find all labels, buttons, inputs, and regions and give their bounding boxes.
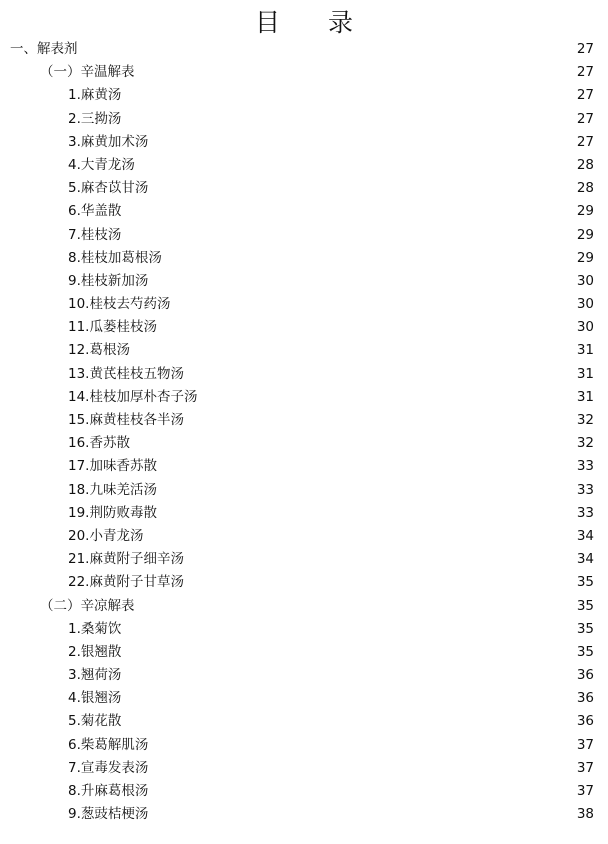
- toc-entry-label: 21.麻黄附子细辛汤: [68, 551, 184, 568]
- toc-entry-label: 6.柴葛解肌汤: [68, 736, 149, 753]
- toc-entry-label: 9.葱豉桔梗汤: [68, 806, 149, 823]
- toc-entry-page-number: 34: [576, 551, 594, 568]
- toc-entry-page-number: 32: [576, 435, 594, 452]
- toc-entry-label: 5.麻杏苡甘汤: [68, 180, 149, 197]
- toc-entry-page-number: 36: [576, 713, 594, 730]
- toc-entry-label: 1.桑菊饮: [68, 620, 122, 637]
- toc-chapter[interactable]: [0, 38, 608, 61]
- page-title-left: 目: [254, 8, 280, 37]
- toc-section[interactable]: [0, 61, 608, 84]
- toc-entry-page-number: 30: [576, 272, 594, 289]
- toc-entry-label: 3.翘荷汤: [68, 667, 122, 684]
- toc-entry-page-number: 27: [576, 133, 594, 150]
- toc-entry-page-number: 33: [576, 481, 594, 498]
- toc-entry-label: 13.黄芪桂枝五物汤: [68, 365, 184, 382]
- toc-entry-page-number: 29: [576, 249, 594, 266]
- toc-section[interactable]: [0, 595, 608, 618]
- toc-entry-page-number: 30: [576, 319, 594, 336]
- table-of-contents: [0, 38, 608, 826]
- toc-entry-page-number: 36: [576, 667, 594, 684]
- toc-entry-page-number: 38: [576, 806, 594, 823]
- toc-entry[interactable]: [0, 803, 608, 826]
- toc-entry[interactable]: [0, 293, 608, 316]
- toc-entry[interactable]: [0, 339, 608, 362]
- toc-entry[interactable]: [0, 525, 608, 548]
- toc-entry-label: 3.麻黄加术汤: [68, 133, 149, 150]
- toc-entry[interactable]: [0, 108, 608, 131]
- toc-entry[interactable]: [0, 687, 608, 710]
- toc-entry-page-number: 30: [576, 296, 594, 313]
- toc-entry[interactable]: [0, 780, 608, 803]
- toc-entry-page-number: 27: [576, 41, 594, 57]
- toc-entry[interactable]: [0, 502, 608, 525]
- toc-entry-label: 4.大青龙汤: [68, 156, 135, 173]
- toc-entry-page-number: 37: [576, 759, 594, 776]
- toc-entry[interactable]: [0, 200, 608, 223]
- toc-entry[interactable]: [0, 224, 608, 247]
- toc-entry-page-number: 35: [576, 574, 594, 591]
- toc-entry[interactable]: [0, 247, 608, 270]
- toc-entry-page-number: 33: [576, 458, 594, 475]
- toc-entry[interactable]: [0, 409, 608, 432]
- toc-entry-page-number: 29: [576, 203, 594, 220]
- toc-entry[interactable]: [0, 316, 608, 339]
- toc-entry-label: 1.麻黄汤: [68, 87, 122, 104]
- toc-entry-label: 22.麻黄附子甘草汤: [68, 574, 184, 591]
- toc-entry[interactable]: [0, 734, 608, 757]
- toc-entry-label: 一、解表剂: [10, 41, 78, 57]
- toc-entry-label: 6.华盖散: [68, 203, 122, 220]
- toc-entry-page-number: 37: [576, 736, 594, 753]
- toc-entry-page-number: 35: [576, 620, 594, 637]
- toc-entry-page-number: 37: [576, 783, 594, 799]
- toc-entry[interactable]: [0, 84, 608, 107]
- toc-entry[interactable]: [0, 131, 608, 154]
- page-title-right: 录: [328, 8, 354, 37]
- toc-entry-label: 7.宣毒发表汤: [68, 759, 149, 776]
- toc-entry-label: （一）辛温解表: [40, 64, 135, 81]
- toc-entry-page-number: 33: [576, 504, 594, 521]
- toc-entry-page-number: 28: [576, 180, 594, 197]
- toc-entry-label: 4.银翘汤: [68, 690, 122, 707]
- toc-entry-label: （二）辛凉解表: [40, 597, 135, 614]
- toc-entry-label: 14.桂枝加厚朴杏子汤: [68, 388, 198, 405]
- toc-entry-label: 18.九味羌活汤: [68, 481, 157, 498]
- toc-entry[interactable]: [0, 664, 608, 687]
- toc-entry-label: 9.桂枝新加汤: [68, 272, 149, 289]
- toc-entry-page-number: 35: [576, 643, 594, 660]
- toc-entry[interactable]: [0, 618, 608, 641]
- toc-entry-label: 12.葛根汤: [68, 342, 130, 359]
- toc-entry-label: 8.桂枝加葛根汤: [68, 249, 162, 266]
- toc-entry[interactable]: [0, 710, 608, 733]
- toc-entry[interactable]: [0, 757, 608, 780]
- toc-entry-page-number: 29: [576, 226, 594, 243]
- toc-entry[interactable]: [0, 455, 608, 478]
- toc-entry-page-number: 31: [576, 342, 594, 359]
- toc-entry-page-number: 27: [576, 110, 594, 127]
- toc-entry-label: 17.加味香苏散: [68, 458, 157, 475]
- toc-entry-page-number: 27: [576, 64, 594, 81]
- toc-entry-page-number: 28: [576, 156, 594, 173]
- toc-entry[interactable]: [0, 641, 608, 664]
- toc-entry[interactable]: [0, 154, 608, 177]
- toc-entry-page-number: 31: [576, 388, 594, 405]
- toc-entry-label: 15.麻黄桂枝各半汤: [68, 412, 184, 428]
- toc-entry-page-number: 32: [576, 412, 594, 428]
- toc-entry-label: 20.小青龙汤: [68, 527, 144, 544]
- toc-entry-label: 2.银翘散: [68, 643, 122, 660]
- toc-entry[interactable]: [0, 432, 608, 455]
- toc-entry[interactable]: [0, 479, 608, 502]
- toc-entry-label: 5.菊花散: [68, 713, 122, 730]
- toc-entry-page-number: 34: [576, 527, 594, 544]
- toc-entry[interactable]: [0, 270, 608, 293]
- toc-entry-page-number: 36: [576, 690, 594, 707]
- toc-entry[interactable]: [0, 177, 608, 200]
- toc-entry-label: 2.三拗汤: [68, 110, 122, 127]
- toc-entry-label: 8.升麻葛根汤: [68, 783, 149, 799]
- toc-entry-page-number: 27: [576, 87, 594, 104]
- toc-entry-label: 10.桂枝去芍药汤: [68, 296, 171, 313]
- page-title: [0, 6, 608, 40]
- toc-entry[interactable]: [0, 386, 608, 409]
- toc-entry-label: 19.荆防败毒散: [68, 504, 157, 521]
- toc-entry[interactable]: [0, 548, 608, 571]
- toc-entry-page-number: 31: [576, 365, 594, 382]
- toc-entry[interactable]: [0, 571, 608, 594]
- toc-entry-page-number: 35: [576, 597, 594, 614]
- toc-entry[interactable]: [0, 363, 608, 386]
- toc-entry-label: 11.瓜蒌桂枝汤: [68, 319, 157, 336]
- toc-entry-label: 16.香苏散: [68, 435, 130, 452]
- toc-entry-label: 7.桂枝汤: [68, 226, 122, 243]
